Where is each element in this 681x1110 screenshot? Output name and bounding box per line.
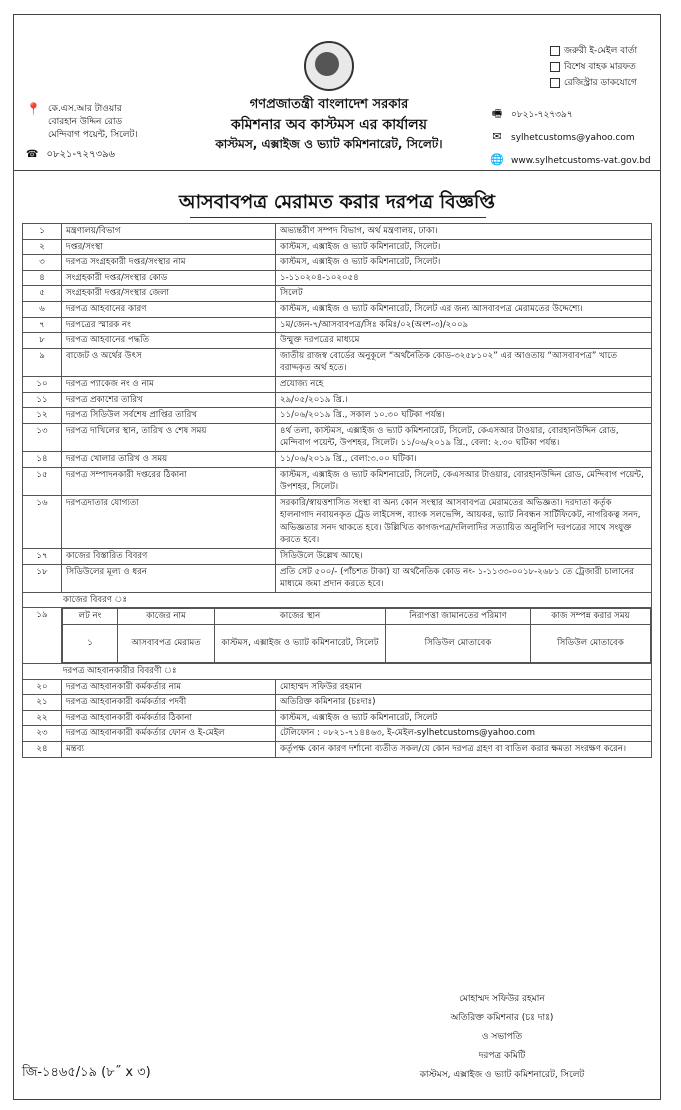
- table-row: [23, 224, 652, 240]
- row-value: মোহাম্মদ সফিউর রহমান: [276, 679, 652, 695]
- cell: সিডিউল মোতাবেক: [531, 625, 651, 663]
- committee-name: দরপত্র কমিটি: [478, 1051, 526, 1061]
- row-value: কাস্টমস, এক্সাইজ ও ভ্যাট কমিশনারেট, সিলেট, কেএসআর টাওয়ার, বোরহানউদ্দিন রোড, মেন্দিবাগ পয়েন্ট, উপশহর, সিলেট।: [276, 467, 652, 495]
- row-value: ১১/০৬/২০১৯ খ্রি., সকাল ১০.৩০ ঘটিকা পর্যন্ত।: [276, 408, 652, 424]
- delivery-option: রেজিস্ট্রার ডাকযোগে: [550, 75, 637, 91]
- table-row: [23, 333, 652, 349]
- table-row: [23, 695, 652, 711]
- row-number: ১০: [23, 376, 62, 392]
- row-value: কাস্টমস, এক্সাইজ ও ভ্যাট কমিশনারেট, সিলেট।: [276, 255, 652, 271]
- row-number: ১২: [23, 408, 62, 424]
- row-label: দপ্তর/সংস্থা: [62, 239, 276, 255]
- col-header: নিরাপত্তা জামানতের পরিমাণ: [386, 609, 531, 625]
- table-row: [23, 564, 652, 592]
- cell: কাস্টমস, এক্সাইজ ও ভ্যাট কমিশনারেট, সিলেট: [215, 625, 386, 663]
- row-number: ৬: [23, 301, 62, 317]
- row-label: দরপত্র আহবানের কারণ: [62, 301, 276, 317]
- row-number: ১৮: [23, 564, 62, 592]
- row-label: দরপত্র আহবানের পদ্ধতি: [62, 333, 276, 349]
- table-row: [23, 348, 652, 376]
- row-number: ৫: [23, 286, 62, 302]
- row-label: কাজের বিস্তারিত বিবরণ: [62, 549, 276, 565]
- row-label: দরপত্রের স্মারক নং: [62, 317, 276, 333]
- row-label: দরপত্র প্যাকেজ নং ও নাম: [62, 376, 276, 392]
- officer-heading: দরপত্র আহবানকারীর বিবরণী ঃ: [23, 664, 652, 680]
- col-header: কাজের স্থান: [215, 609, 386, 625]
- row-number: ২৩: [23, 726, 62, 742]
- row-label: দরপত্রদাতার যোগ্যতা: [62, 495, 276, 548]
- row-value: অতিরিক্ত কমিশনার (চঃদাঃ): [276, 695, 652, 711]
- table-row: [23, 270, 652, 286]
- checkbox-icon: [550, 78, 560, 88]
- signatory-office: কাস্টমস, এক্সাইজ ও ভ্যাট কমিশনারেট, সিলেট: [419, 1070, 585, 1080]
- address-line: বোরহান উদ্দিন রোড: [48, 117, 123, 127]
- signatory-name: মোহাম্মদ সফিউর রহমান: [459, 994, 545, 1004]
- row-number: ১৯: [23, 608, 62, 664]
- row-number: ১৩: [23, 423, 62, 451]
- row-number: ৩: [23, 255, 62, 271]
- title-underline: [190, 217, 486, 218]
- row-number: ৯: [23, 348, 62, 376]
- address-line: মেন্দিবাগ পয়েন্ট, সিলেট।: [48, 130, 138, 140]
- table-row: [23, 301, 652, 317]
- row-number: ৪: [23, 270, 62, 286]
- table-row: [23, 286, 652, 302]
- table-row: [23, 392, 652, 408]
- notice-frame: [13, 14, 661, 1100]
- row-value: সিডিউলে উল্লেখ আছে।: [276, 549, 652, 565]
- row-value: কাস্টমস, এক্সাইজ ও ভ্যাট কমিশনারেট, সিলেট।: [276, 239, 652, 255]
- row-number: ১১: [23, 392, 62, 408]
- telephone-icon: ☎: [26, 149, 39, 160]
- row-value: সরকারি/স্বায়ত্তশাসিত সংস্থা বা অন্য কোন সংস্থার আসবাবপত্র মেরামতের অভিজ্ঞতা। দরদাতা কর্তৃক হালনাগাদ নবায়নকৃত ট্রেড লাইসেন্স, ব্যাংক সলভেন্সি, আয়কর, ভ্যাট নিবন্ধন সার্টিফিকেট, নাগরিকত্ব সনদ, অভিজ্ঞতার সনদ থাকতে হবে। উল্লিখিত কাগজপত্র/দলিলাদির সত্যায়িত অনুলিপি দরপত্রের সাথে সংযুক্ত করতে হবে।: [276, 495, 652, 548]
- table-row: [23, 679, 652, 695]
- table-row: [23, 451, 652, 467]
- row-label: দরপত্র আহবানকারী কর্মকর্তার পদবী: [62, 695, 276, 711]
- table-row: [23, 495, 652, 548]
- phone-number: ০৮২১-৭২৭৩৯৬: [46, 149, 116, 160]
- row-value: উন্মুক্ত দরপত্রের মাধ্যমে: [276, 333, 652, 349]
- delivery-option: বিশেষ বাহক মারফত: [550, 59, 637, 75]
- row-label: দরপত্র সিডিউল সর্বশেষ প্রাপ্তির তারিখ: [62, 408, 276, 424]
- row-value: প্রযোজ্য নহে: [276, 376, 652, 392]
- row-value: ১-১১০২০৪-১০২০৫৪: [276, 270, 652, 286]
- row-number: ১৫: [23, 467, 62, 495]
- row-label: দরপত্র সম্পাদনকারী দপ্তরের ঠিকানা: [62, 467, 276, 495]
- signatory-role: ও সভাপতি: [481, 1032, 523, 1042]
- table-row: [23, 376, 652, 392]
- cell: ১: [63, 625, 118, 663]
- row-label: দরপত্র খোলার তারিখ ও সময়: [62, 451, 276, 467]
- table-row: [23, 408, 652, 424]
- cell: আসবাবপত্র মেরামত: [118, 625, 215, 663]
- row-number: ৮: [23, 333, 62, 349]
- row-value: সিলেট: [276, 286, 652, 302]
- office-phone: [26, 147, 115, 164]
- row-number: ২: [23, 239, 62, 255]
- table-row: [23, 742, 652, 758]
- row-label: দরপত্র সংগ্রহকারী দপ্তর/সংস্থার নাম: [62, 255, 276, 271]
- row-number: ২২: [23, 710, 62, 726]
- table-row: [23, 423, 652, 451]
- officer-heading-row: [23, 664, 652, 680]
- cell: সিডিউল মোতাবেক: [386, 625, 531, 663]
- work-details-table: [62, 608, 651, 663]
- website-line: 🌐 www.sylhetcustoms-vat.gov.bd: [489, 149, 651, 172]
- work-heading-row: [23, 592, 652, 608]
- tender-details-table: [22, 223, 652, 758]
- row-label: দরপত্র প্রকাশের তারিখ: [62, 392, 276, 408]
- row-value: কর্তৃপক্ষ কোন কারণ দর্শানো ব্যতীত সকল/যে কোন দরপত্র গ্রহণ বা বাতিল করার ক্ষমতা সংরক্ষণ করেন।: [276, 742, 652, 758]
- contact-info: [489, 103, 651, 172]
- col-header: কাজ সম্পন্ন করার সময়: [531, 609, 651, 625]
- row-label: সংগ্রহকারী দপ্তর/সংস্থার কোড: [62, 270, 276, 286]
- row-label: দরপত্র আহবানকারী কর্মকর্তার নাম: [62, 679, 276, 695]
- work-table-row: [23, 608, 652, 664]
- row-label: মন্ত্রণালয়/বিভাগ: [62, 224, 276, 240]
- fax-icon: 🖷: [491, 107, 503, 120]
- table-row: [23, 549, 652, 565]
- row-value: কাস্টমস, এক্সাইজ ও ভ্যাট কমিশনারেট, সিলেট এর জন্য আসবাবপত্র মেরামতের উদ্দেশ্যে।: [276, 301, 652, 317]
- government-emblem-icon: [304, 41, 354, 91]
- col-header: কাজের নাম: [118, 609, 215, 625]
- table-row: [23, 726, 652, 742]
- row-number: ২০: [23, 679, 62, 695]
- work-data-row: [63, 625, 651, 663]
- delivery-options: [550, 43, 637, 91]
- row-label: বাজেট ও অর্থের উৎস: [62, 348, 276, 376]
- work-heading: কাজের বিবরণ ঃ: [23, 592, 652, 608]
- row-number: ১৭: [23, 549, 62, 565]
- row-number: ২১: [23, 695, 62, 711]
- row-value: অভ্যন্তরীণ সম্পদ বিভাগ, অর্থ মন্ত্রণালয়, ঢাকা।: [276, 224, 652, 240]
- row-number: ১৬: [23, 495, 62, 548]
- row-number: ৭: [23, 317, 62, 333]
- table-row: [23, 255, 652, 271]
- row-number: ২৪: [23, 742, 62, 758]
- signature-block: [382, 990, 622, 1085]
- table-row: [23, 239, 652, 255]
- row-label: মন্তব্য: [62, 742, 276, 758]
- address-line: কে.এস.আর টাওয়ার: [48, 104, 122, 114]
- fax-line: 🖷 ০৮২১-৭২৭৩৯৭: [489, 103, 651, 126]
- signatory-designation: অতিরিক্ত কমিশনার (চঃ দাঃ): [450, 1013, 554, 1023]
- row-value: প্রতি সেট ৫০০/- (পাঁচশত টাকা) যা অর্থনৈতিক কোড নং- ১-১১৩৩-০০১৮-২৬৮১ তে ট্রেজারী চালানের মাধ্যমে জমা প্রদান করতে হবে।: [276, 564, 652, 592]
- row-number: ১৪: [23, 451, 62, 467]
- email-line: ✉ sylhetcustoms@yahoo.com: [489, 126, 651, 149]
- row-number: ১: [23, 224, 62, 240]
- checkbox-icon: [550, 62, 560, 72]
- row-label: দরপত্র আহবানকারী কর্মকর্তার ফোন ও ই-মেইল: [62, 726, 276, 742]
- footer-code: জি-১৪৬৫/১৯ (৮˝ x ৩): [22, 1065, 151, 1080]
- government-name: গণপ্রজাতন্ত্রী বাংলাদেশ সরকার: [249, 97, 409, 112]
- letterhead: [14, 15, 660, 169]
- notice-title: আসবাবপত্র মেরামত করার দরপত্র বিজ্ঞপ্তি: [179, 191, 495, 213]
- table-row: [23, 467, 652, 495]
- checkbox-icon: [550, 46, 560, 56]
- row-label: সংগ্রহকারী দপ্তর/সংস্থার জেলা: [62, 286, 276, 302]
- email-icon: ✉: [492, 130, 502, 143]
- row-value: ১১/০৬/২০১৯ খ্রি., বেলা:৩.০০ ঘটিকা।: [276, 451, 652, 467]
- table-row: [23, 710, 652, 726]
- row-value: ২৯/০৫/২০১৯ খ্রি.।: [276, 392, 652, 408]
- col-header: লট নং: [63, 609, 118, 625]
- row-label: সিডিউলের মূল্য ও ধরন: [62, 564, 276, 592]
- location-pin-icon: 📍: [26, 102, 41, 116]
- work-header-row: [63, 609, 651, 625]
- row-label: দরপত্র দাখিলের স্থান, তারিখ ও শেষ সময়: [62, 423, 276, 451]
- header-divider: [14, 170, 660, 171]
- row-value: ৪র্থ তলা, কাস্টমস, এক্সাইজ ও ভ্যাট কমিশনারেট, সিলেট, কেএসআর টাওয়ার, বোরহানউদ্দিন রোড, মেন্দিবাগ পয়েন্ট, উপশহর, সিলেট। ১১/০৬/২০১৯ খ্রি., বেলা: ২.৩০ ঘটিকা পর্যন্ত।: [276, 423, 652, 451]
- globe-icon: 🌐: [490, 153, 504, 166]
- table-row: [23, 317, 652, 333]
- row-value: কাস্টমস, এক্সাইজ ও ভ্যাট কমিশনারেট, সিলেট: [276, 710, 652, 726]
- row-value: টেলিফোন : ০৮২১-৭১৪৪৬৩, ই-মেইল-sylhetcustoms@yahoo.com: [276, 726, 652, 742]
- delivery-option: জরুরী ই-মেইল বার্তা: [550, 43, 637, 59]
- commissionerate-name: কাস্টমস, এক্সাইজ ও ভ্যাট কমিশনারেট, সিলেট।: [215, 137, 443, 151]
- row-value: জাতীয় রাজস্ব বোর্ডের অনুকূলে “অর্থনৈতিক কোড-৩২৫৮১০২” এর আওতায় “আসবাবপত্র” খাতে বরাদ্দকৃত অর্থ হতে।: [276, 348, 652, 376]
- row-value: ১ম/জেন-৭/আসবাবপত্র/সিঃ কমিঃ/০২(অংশ-৩)/২০০৯: [276, 317, 652, 333]
- row-label: দরপত্র আহবানকারী কর্মকর্তার ঠিকানা: [62, 710, 276, 726]
- office-name: কমিশনার অব কাস্টমস এর কার্যালয়: [231, 117, 427, 133]
